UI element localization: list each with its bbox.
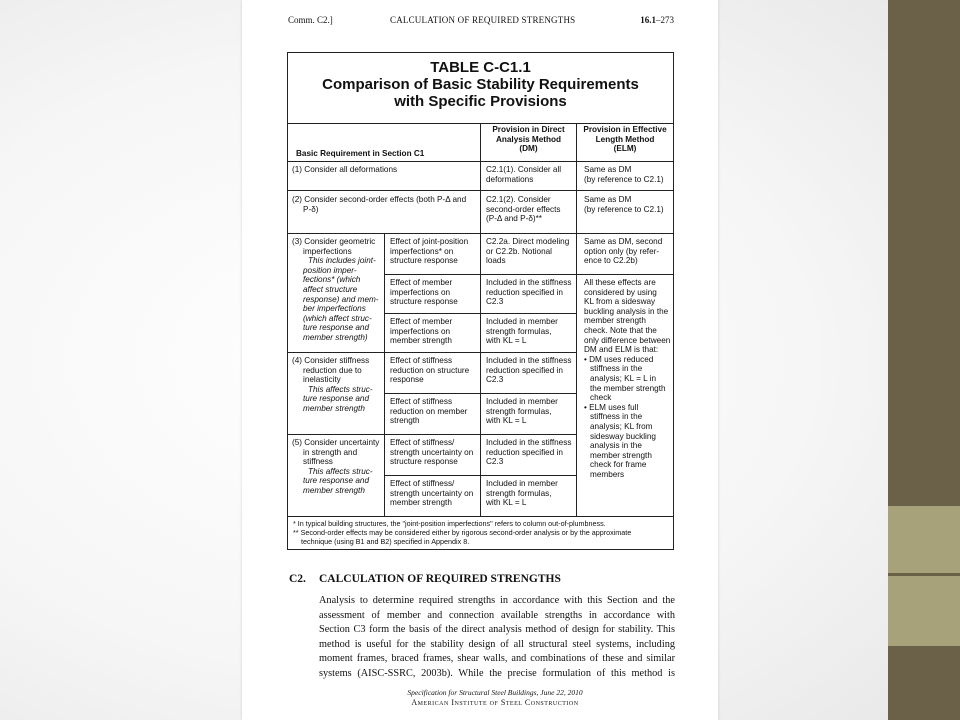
rail-accent-block-2 [888,576,960,646]
row3a-effect: Effect of joint-position imperfections* on structure response [390,237,469,266]
row3c-dm: Included in member strength formulas, with KL = L [486,317,558,346]
row5b-dm: Included in member strength formulas, with KL = L [486,479,558,508]
row5b-effect: Effect of stiffness/ strength uncertainty on member strength [390,479,474,508]
row1-elm: Same as DM (by reference to C2.1) [584,165,664,184]
row1-dm: C2.1(1). Consider all deformations [486,165,562,184]
page-footer [330,688,660,708]
footer-spec-title: Specification for Structural Steel Buildings, June 22, 2010 [407,688,583,697]
row3a-dm: C2.2a. Direct modeling or C2.2b. Notional loads [486,237,570,266]
row3-requirement: (3) Consider geometric imperfections This includes joint- position imper- fections* (which affect structure response) and mem- ber imperfections (which affect struc- ture response and member strength) [292,237,379,342]
running-head-left: Comm. C2.] [288,15,333,25]
row2-dm: C2.1(2). Consider second-order effects (P-Δ and P-δ)** [486,195,561,224]
page-number: 16.1–273 [640,15,674,25]
running-head-title: CALCULATION OF REQUIRED STRENGTHS [390,15,576,25]
section-body: Analysis to determine required strengths in accordance with this Section and the assessment of member and connection available strengths in accordance with Section C3 form the basis of the direct analysis method of design for stability. This method is useful for the stability design of all structural steel systems, including moment frames, braced frames, shear walls, and combinations of these and similar systems (AISC-SSRC, 2003b). While the precise formulation of this method is [319,595,675,679]
row5a-dm: Included in the stiffness reduction specified in C2.3 [486,438,572,467]
header-elm: Provision in Effective Length Method (ELM) [583,125,667,154]
row4b-effect: Effect of stiffness reduction on member strength [390,397,468,426]
row4-requirement: (4) Consider stiffness reduction due to inelasticity This affects struc- ture response and member strength [292,356,373,413]
header-dm: Provision in Direct Analysis Method (DM) [492,125,565,154]
row1-requirement: (1) Consider all deformations [292,165,398,174]
row3b-dm: Included in the stiffness reduction specified in C2.3 [486,278,572,307]
row3b-effect: Effect of member imperfections on structure response [390,278,458,307]
row4a-effect: Effect of stiffness reduction on structure response [390,356,470,385]
header-basic-requirement: Basic Requirement in Section C1 [296,149,425,158]
row4b-dm: Included in member strength formulas, with KL = L [486,397,558,426]
table-footnote-1: * In typical building structures, the "joint-position imperfections" refers to column out-of-plumbness. [293,519,606,528]
row3a-elm: Same as DM, second option only (by refer- ence to C2.2b) [584,237,663,266]
row5-requirement: (5) Consider uncertainty in strength and stiffness This affects struc- ture response and member strength [292,438,380,495]
row3c-effect: Effect of member imperfections on member strength [390,317,453,346]
row2-requirement: (2) Consider second-order effects (both P-Δ and P-δ) [292,195,467,214]
section-number: C2. [289,573,306,585]
comparison-table [287,52,674,550]
rail-accent-block-1 [888,506,960,573]
table-footnote-3: technique (using B1 and B2) specified in Appendix 8. [293,537,470,546]
footer-publisher: American Institute of Steel Construction [411,698,579,707]
running-head [288,15,674,29]
row2-elm: Same as DM (by reference to C2.1) [584,195,664,214]
row5a-effect: Effect of stiffness/ strength uncertainty on structure response [390,438,474,467]
elm-merged-note: All these effects are considered by using KL from a sidesway buckling analysis in the member strength check. Note that the only difference between DM and ELM is that: • DM uses reduced stiffness in the analysis; KL = L in the member strength check • ELM uses full stiffness in the analysis; KL from sidesway buckling analysis in the member strength check for frame members [584,278,671,479]
row4a-dm: Included in the stiffness reduction specified in C2.3 [486,356,572,385]
section-title: CALCULATION OF REQUIRED STRENGTHS [319,573,561,585]
table-footnote-2: ** Second-order effects may be considered either by rigorous second-order analysis or by the approximate [293,528,632,537]
table-title: TABLE C-C1.1 Comparison of Basic Stability Requirements with Specific Provisions [322,59,639,110]
